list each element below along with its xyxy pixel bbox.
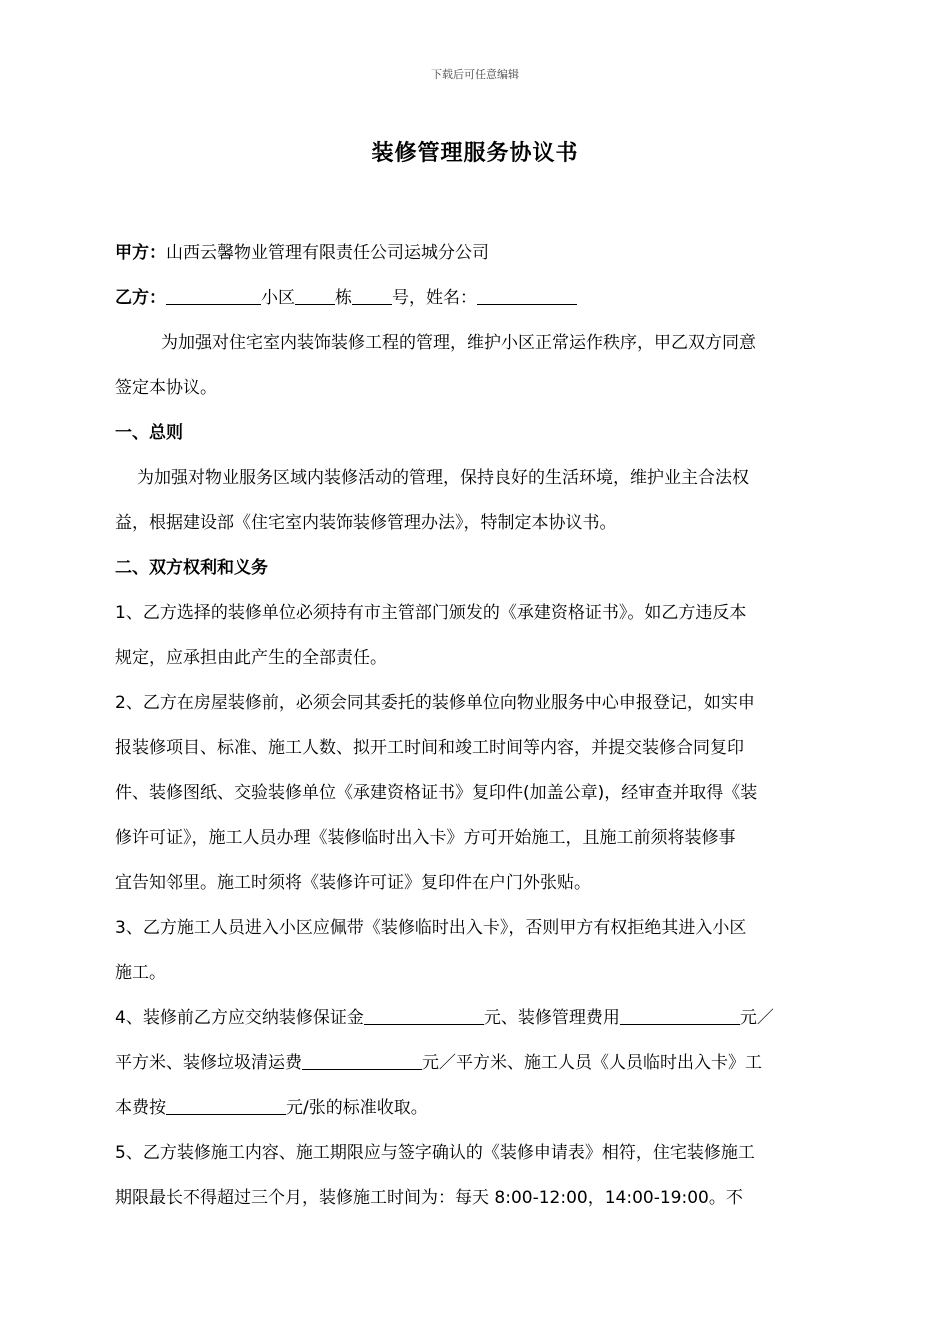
item3-line: 施工。: [115, 963, 166, 983]
section2-heading: 二、双方权利和义务: [115, 558, 268, 578]
item4-line: [115, 1042, 837, 1087]
item1-line: 1、乙方选择的装修单位必须持有市主管部门颁发的《承建资格证书》。如乙方违反本: [115, 603, 747, 623]
item4-unit-text: 元／: [739, 1008, 774, 1028]
item4-waste-text: 平方米、装修垃圾清运费: [115, 1053, 302, 1073]
party-b-community: 小区: [261, 288, 295, 308]
header-note: 下载后可任意编辑: [431, 68, 519, 81]
item4-line: [115, 1087, 837, 1132]
item4-cost-text: 本费按: [115, 1098, 166, 1118]
party-b-building: 栋: [335, 288, 352, 308]
intro-line: 签定本协议。: [115, 378, 217, 398]
section1-line: 为加强对物业服务区域内装修活动的管理，保持良好的生活环境，维护业主合法权: [137, 468, 749, 488]
item5-line: 期限最长不得超过三个月，装修施工时间为：每天 8:00-12:00，14:00-19:00。不: [115, 1188, 743, 1208]
community-blank: [166, 288, 261, 305]
item5-line: 5、乙方装修施工内容、施工期限应与签字确认的《装修申请表》相符，住宅装修施工: [115, 1143, 755, 1163]
item2-line: 修许可证》，施工人员办理《装修临时出入卡》方可开始施工，且施工前须将装修事: [115, 828, 736, 848]
party-b-label: 乙方：: [115, 288, 166, 308]
name-blank: [477, 288, 577, 305]
item2-line: 件、装修图纸、交验装修单位《承建资格证书》复印件(加盖公章)，经审查并取得《装: [115, 783, 758, 803]
mgmt-fee-blank: [620, 1008, 740, 1025]
party-a-line: [115, 232, 837, 277]
item4-line: [115, 997, 837, 1042]
section1-heading: 一、总则: [115, 423, 183, 443]
intro-line: 为加强对住宅室内装饰装修工程的管理，维护小区正常运作秩序，甲乙双方同意: [161, 333, 756, 353]
party-a-value: 山西云馨物业管理有限责任公司运城分公司: [166, 243, 489, 263]
item2-line: 宜告知邻里。施工时须将《装修许可证》复印件在户门外张贴。: [115, 873, 591, 893]
item2-line: 报装修项目、标准、施工人数、拟开工时间和竣工时间等内容，并提交装修合同复印: [115, 738, 744, 758]
item1-line: 规定，应承担由此产生的全部责任。: [115, 648, 387, 668]
section1-line: 益，根据建设部《住宅室内装饰装修管理办法》，特制定本协议书。: [115, 513, 617, 533]
document-body: [115, 232, 837, 1222]
item4-mgmt-text: 元、装修管理费用: [483, 1008, 620, 1028]
item4-deposit-text: 4、装修前乙方应交纳装修保证金: [115, 1008, 364, 1028]
item3-line: 3、乙方施工人员进入小区应佩带《装修临时出入卡》，否则甲方有权拒绝其进入小区: [115, 918, 747, 938]
building-blank: [295, 288, 335, 305]
card-fee-blank: [166, 1098, 286, 1115]
item4-end-text: 元/张的标准收取。: [286, 1098, 428, 1118]
item4-card-text: 元／平方米、施工人员《人员临时出入卡》工: [422, 1053, 762, 1073]
unit-blank: [352, 288, 392, 305]
party-b-line: [115, 277, 837, 322]
item2-line: 2、乙方在房屋装修前，必须会同其委托的装修单位向物业服务中心申报登记，如实申: [115, 693, 755, 713]
deposit-blank: [364, 1008, 484, 1025]
document-title: 装修管理服务协议书: [371, 141, 579, 166]
waste-fee-blank: [302, 1053, 422, 1070]
party-b-unit-name: 号，姓名：: [392, 288, 477, 308]
party-a-label: 甲方：: [115, 243, 166, 263]
